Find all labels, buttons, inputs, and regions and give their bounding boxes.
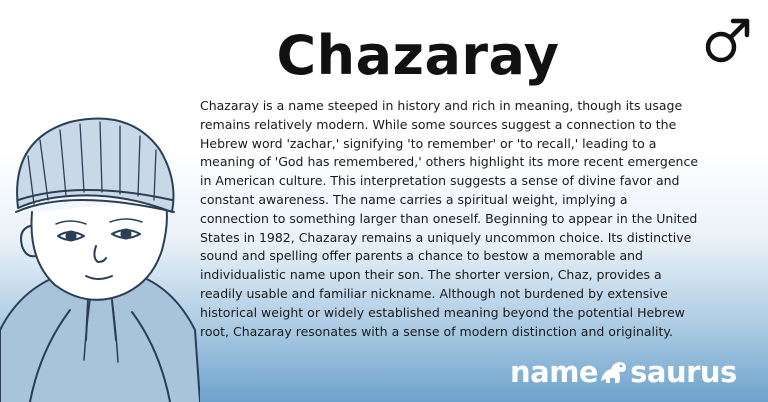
dinosaur-icon [599, 359, 629, 385]
name-description: Chazaray is a name steeped in history and rich in meaning, though its usage remains relatively modern. While some sources suggest a connection to the Hebrew word 'zachar,' signifying 'to remember' or 'to recall,' leading to a meaning of 'God has remembered,' others highlight its more recent emergence in American culture. This interpretation suggests a sense of divine favor and constant awareness. The name carries a spiritual weight, implying a connection to something larger than oneself. Beginning to appear in the United States in 1982, Chazaray remains a uniquely uncommon choice. Its distinctive sound and spelling offer parents a chance to bestow a memorable and individualistic name upon their son. The shorter version, Chaz, provides a readily usable and familiar nickname. Although not burdened by extensive historical weight or widely established meaning beyond the potential Hebrew root, Chazaray resonates with a sense of modern distinction and originality. [200, 98, 699, 339]
logo-text-name: name [510, 355, 599, 389]
name-title: Chazaray [276, 24, 560, 87]
logo-text-saurus: saurus [630, 355, 737, 389]
male-symbol-icon [702, 14, 754, 66]
baby-illustration [0, 100, 200, 402]
namesaurus-logo [510, 352, 740, 392]
